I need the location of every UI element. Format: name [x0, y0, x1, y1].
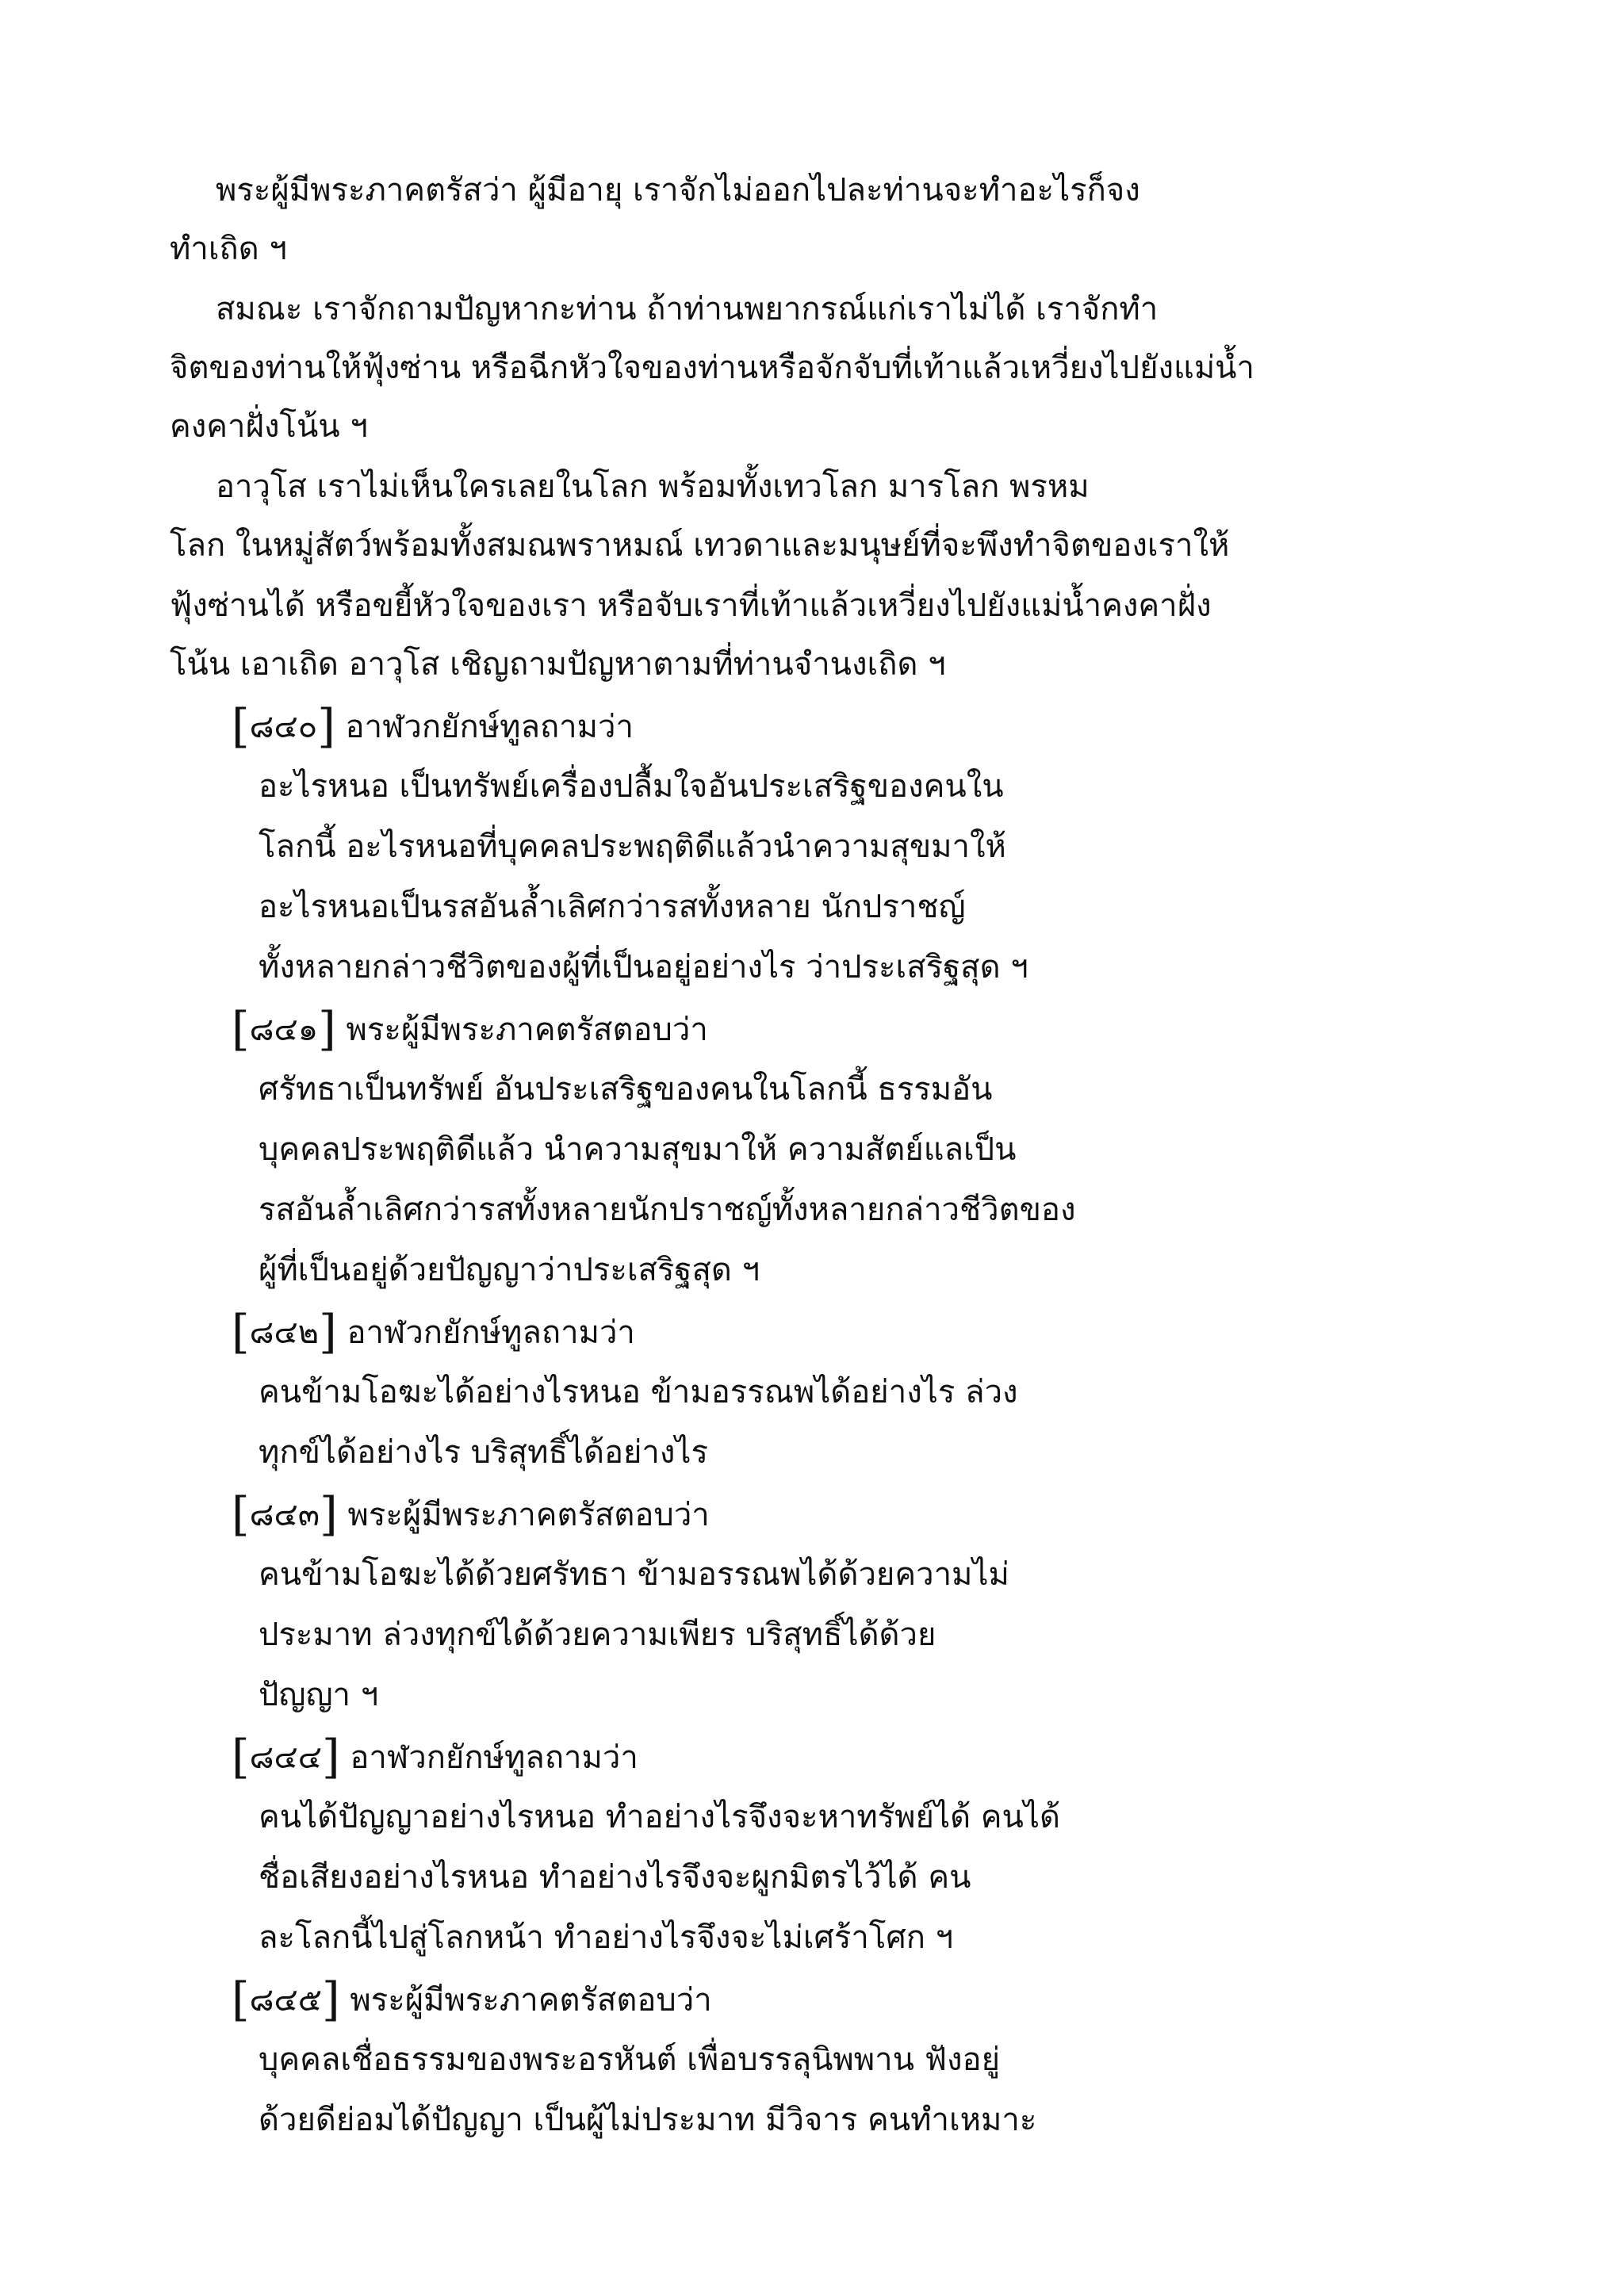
verse-line: ด้วยดีย่อมได้ปัญญา เป็นผู้ไม่ประมาท มีวิจาร คนทำเหมาะ: [259, 2102, 1037, 2138]
verse-heading: [232, 699, 634, 753]
verse-close-bracket: ]: [318, 1002, 336, 1056]
verse-heading: [232, 1730, 638, 1784]
verse-open-bracket: [: [232, 1002, 250, 1056]
prose-line: ฟุ้งซ่านได้ หรือขยี้หัวใจของเรา หรือจับเราที่เท้าแล้วเหวี่ยงไปยังแม่น้ำคงคาฝั่ง: [170, 587, 1212, 624]
prose-line: สมณะ เราจักถามปัญหากะท่าน ถ้าท่านพยากรณ์แก่เราไม่ได้ เราจักทำ: [216, 291, 1159, 327]
prose-line: พระผู้มีพระภาคตรัสว่า ผู้มีอายุ เราจักไม่ออกไปละท่านจะทำอะไรก็จง: [216, 172, 1140, 209]
verse-line: ชื่อเสียงอย่างไรหนอ ทำอย่างไรจึงจะผูกมิตรไว้ได้ คน: [259, 1859, 971, 1896]
prose-line: คงคาฝั่งโน้น ฯ: [170, 408, 368, 445]
verse-line: โลกนี้ อะไรหนอที่บุคคลประพฤติดีแล้วนำความสุขมาให้: [259, 828, 1006, 865]
verse-line: รสอันล้ำเลิศกว่ารสทั้งหลายนักปราชญ์ทั้งหลายกล่าวชีวิตของ: [259, 1192, 1076, 1228]
verse-number: ๘๔๕: [249, 1982, 323, 2019]
verse-line: คนข้ามโอฆะได้ด้วยศรัทธา ข้ามอรรณพได้ด้วยความไม่: [259, 1556, 1009, 1593]
prose-line: ทำเถิด ฯ: [170, 231, 287, 267]
verse-number: ๘๔๓: [249, 1497, 320, 1533]
prose-line: โน้น เอาเถิด อาวุโส เชิญถามปัญหาตามที่ท่านจำนงเถิด ฯ: [170, 646, 946, 683]
verse-line: ละโลกนี้ไปสู่โลกหน้า ทำอย่างไรจึงจะไม่เศร้าโศก ฯ: [259, 1919, 954, 1956]
verse-speaker: อาฬวกยักษ์ทูลถามว่า: [347, 1314, 635, 1351]
verse-line: อะไรหนอ เป็นทรัพย์เครื่องปลื้มใจอันประเสริฐของคนใน: [259, 768, 1004, 805]
verse-heading: [232, 1305, 635, 1359]
verse-line: อะไรหนอเป็นรสอันล้ำเลิศกว่ารสทั้งหลาย นักปราชญ์: [259, 889, 966, 925]
verse-open-bracket: [: [232, 1487, 250, 1541]
verse-open-bracket: [: [232, 1973, 250, 2026]
verse-number: ๘๔๑: [249, 1012, 319, 1048]
verse-line: ทั้งหลายกล่าวชีวิตของผู้ที่เป็นอยู่อย่างไร ว่าประเสริฐสุด ฯ: [259, 949, 1028, 985]
verse-close-bracket: ]: [320, 1487, 338, 1541]
verse-line: คนได้ปัญญาอย่างไรหนอ ทำอย่างไรจึงจะหาทรัพย์ได้ คนได้: [259, 1799, 1060, 1835]
verse-heading: [232, 1973, 712, 2026]
verse-close-bracket: ]: [322, 1973, 340, 2026]
verse-heading: [232, 1002, 708, 1056]
verse-number: ๘๔๔: [249, 1739, 323, 1776]
verse-close-bracket: ]: [319, 1305, 337, 1359]
verse-line: ผู้ที่เป็นอยู่ด้วยปัญญาว่าประเสริฐสุด ฯ: [259, 1252, 760, 1288]
verse-open-bracket: [: [232, 1305, 250, 1359]
verse-line: ทุกข์ได้อย่างไร บริสุทธิ์ได้อย่างไร: [259, 1434, 709, 1471]
prose-line: อาวุโส เราไม่เห็นใครเลยในโลก พร้อมทั้งเทวโลก มารโลก พรหม: [216, 469, 1090, 505]
verse-open-bracket: [: [232, 699, 250, 753]
verse-open-bracket: [: [232, 1730, 250, 1784]
verse-speaker: พระผู้มีพระภาคตรัสตอบว่า: [347, 1497, 710, 1533]
verse-line: ศรัทธาเป็นทรัพย์ อันประเสริฐของคนในโลกนี้ ธรรมอัน: [259, 1071, 993, 1108]
verse-speaker: อาฬวกยักษ์ทูลถามว่า: [350, 1739, 638, 1776]
verse-line: บุคคลเชื่อธรรมของพระอรหันต์ เพื่อบรรลุนิพพาน ฟังอยู่: [259, 2042, 1000, 2078]
verse-speaker: พระผู้มีพระภาคตรัสตอบว่า: [346, 1012, 708, 1048]
verse-close-bracket: ]: [317, 699, 335, 753]
verse-speaker: พระผู้มีพระภาคตรัสตอบว่า: [350, 1982, 712, 2019]
prose-line: โลก ในหมู่สัตว์พร้อมทั้งสมณพราหมณ์ เทวดาและมนุษย์ที่จะพึงทำจิตของเราให้: [170, 527, 1230, 564]
prose-line: จิตของท่านให้ฟุ้งซ่าน หรือฉีกหัวใจของท่านหรือจักจับที่เท้าแล้วเหวี่ยงไปยังแม่น้ำ: [170, 350, 1254, 386]
verse-line: บุคคลประพฤติดีแล้ว นำความสุขมาให้ ความสัตย์แลเป็น: [259, 1131, 1017, 1168]
verse-line: ปัญญา ฯ: [259, 1677, 379, 1713]
verse-speaker: อาฬวกยักษ์ทูลถามว่า: [345, 709, 634, 745]
verse-number: ๘๔๐: [249, 709, 318, 745]
verse-close-bracket: ]: [322, 1730, 340, 1784]
verse-number: ๘๔๒: [249, 1314, 320, 1351]
verse-line: คนข้ามโอฆะได้อย่างไรหนอ ข้ามอรรณพได้อย่างไร ล่วง: [259, 1374, 1018, 1410]
verse-heading: [232, 1487, 710, 1541]
verse-line: ประมาท ล่วงทุกข์ได้ด้วยความเพียร บริสุทธิ์ได้ด้วย: [259, 1617, 936, 1653]
